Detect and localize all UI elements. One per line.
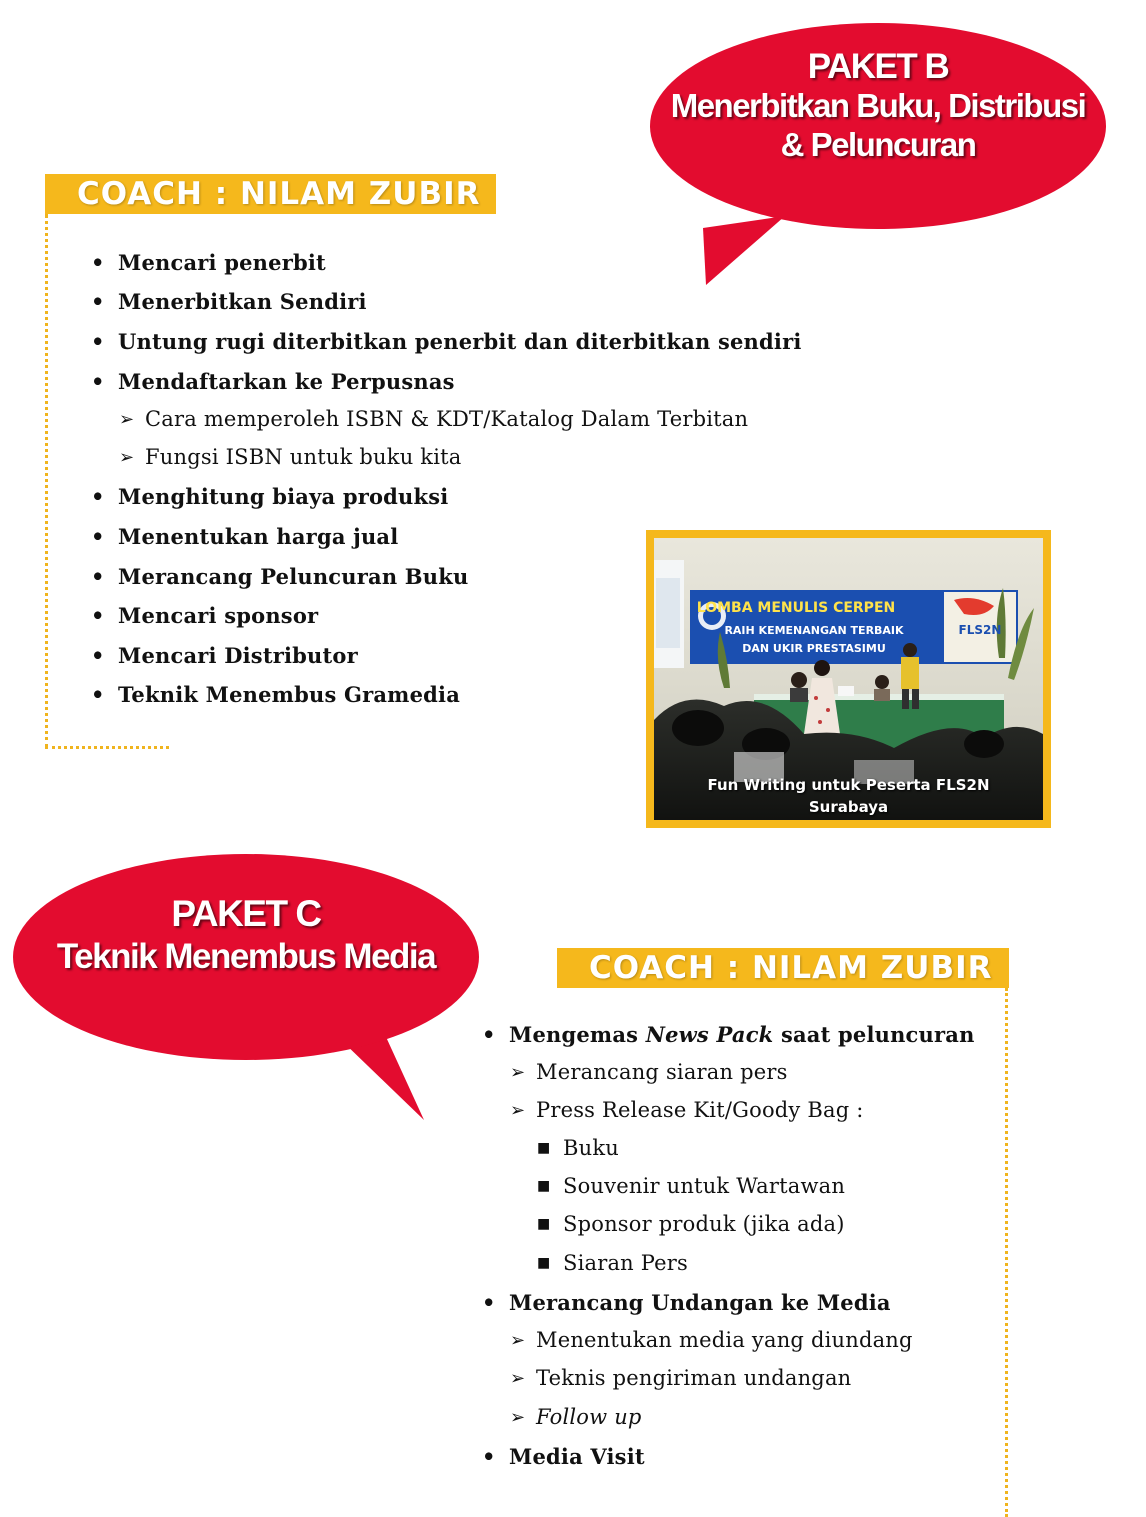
bullet-icon: • bbox=[482, 1444, 496, 1469]
square-bullet-icon: ■ bbox=[537, 1255, 551, 1271]
sub-list-item: ➢ Menentukan media yang diundang bbox=[510, 1328, 913, 1352]
sub-list-item: ➢ Fungsi ISBN untuk buku kita bbox=[119, 445, 462, 469]
bullet-icon: • bbox=[91, 369, 105, 394]
bullet-icon: • bbox=[482, 1290, 496, 1315]
square-bullet-icon: ■ bbox=[537, 1140, 551, 1156]
paket-b-title bbox=[648, 46, 1108, 165]
sub-sub-list-item: ■ Sponsor produk (jika ada) bbox=[537, 1212, 845, 1236]
paket-c-dotted-right bbox=[1005, 988, 1008, 1517]
bullet-icon: • bbox=[91, 564, 105, 589]
arrow-bullet-icon: ➢ bbox=[510, 1368, 526, 1389]
bullet-icon: • bbox=[482, 1022, 496, 1047]
bullet-icon: • bbox=[91, 524, 105, 549]
photo-caption-line-1: Fun Writing untuk Peserta FLS2N bbox=[707, 776, 990, 794]
sub-list-item: ➢ Follow up bbox=[510, 1405, 642, 1429]
paket-b-bubble bbox=[648, 18, 1108, 288]
sub-list-item: ➢ Teknis pengiriman undangan bbox=[510, 1366, 852, 1390]
photo-caption bbox=[654, 774, 1043, 818]
list-item: • Mengemas News Pack saat peluncuran bbox=[482, 1022, 975, 1047]
sub-list-item: ➢ Cara memperoleh ISBN & KDT/Katalog Dalam Terbitan bbox=[119, 407, 749, 431]
list-item: • Mencari Distributor bbox=[91, 643, 358, 668]
fls2n-logo-text: FLS2N bbox=[958, 623, 1002, 637]
paket-b-dotted-bottom bbox=[45, 746, 169, 749]
event-photo bbox=[654, 538, 1043, 820]
paket-b-subtitle: Menerbitkan Buku, Distribusi bbox=[670, 87, 1086, 125]
bullet-icon: • bbox=[91, 289, 105, 314]
paket-c-coach-label: COACH : NILAM ZUBIR bbox=[557, 948, 1009, 988]
paket-b-coach-label: COACH : NILAM ZUBIR bbox=[45, 174, 496, 214]
list-item: • Mencari penerbit bbox=[91, 250, 326, 275]
arrow-bullet-icon: ➢ bbox=[510, 1407, 526, 1428]
paket-b-heading: PAKET B bbox=[807, 47, 949, 86]
banner-line-2: RAIH KEMENANGAN TERBAIK bbox=[724, 624, 904, 637]
arrow-bullet-icon: ➢ bbox=[119, 447, 135, 468]
bullet-icon: • bbox=[91, 484, 105, 509]
sub-sub-list-item: ■ Souvenir untuk Wartawan bbox=[537, 1174, 846, 1198]
list-item: • Menentukan harga jual bbox=[91, 524, 399, 549]
photo-caption-line-2: Surabaya bbox=[808, 798, 889, 816]
news-pack-emphasis: News Pack bbox=[645, 1022, 774, 1047]
banner-line-3: DAN UKIR PRESTASIMU bbox=[742, 642, 886, 655]
square-bullet-icon: ■ bbox=[537, 1216, 551, 1232]
paket-c-bubble bbox=[12, 852, 482, 1127]
square-bullet-icon: ■ bbox=[537, 1178, 551, 1194]
bullet-icon: • bbox=[91, 682, 105, 707]
list-item: • Menerbitkan Sendiri bbox=[91, 289, 367, 314]
sub-list-item: ➢ Merancang siaran pers bbox=[510, 1060, 788, 1084]
bullet-icon: • bbox=[91, 329, 105, 354]
list-item: • Merancang Undangan ke Media bbox=[482, 1290, 891, 1315]
arrow-bullet-icon: ➢ bbox=[510, 1100, 526, 1121]
arrow-bullet-icon: ➢ bbox=[510, 1062, 526, 1083]
list-item: • Menghitung biaya produksi bbox=[91, 484, 449, 509]
bullet-icon: • bbox=[91, 643, 105, 668]
bullet-icon: • bbox=[91, 603, 105, 628]
list-item: • Media Visit bbox=[482, 1444, 645, 1469]
sub-list-item: ➢ Press Release Kit/Goody Bag : bbox=[510, 1098, 864, 1122]
sub-sub-list-item: ■ Siaran Pers bbox=[537, 1251, 689, 1275]
list-item: • Mencari sponsor bbox=[91, 603, 319, 628]
paket-c-subtitle: Teknik Menembus Media bbox=[56, 936, 436, 976]
paket-b-dotted-left bbox=[45, 214, 48, 748]
list-item: • Mendaftarkan ke Perpusnas bbox=[91, 369, 455, 394]
sub-sub-list-item: ■ Buku bbox=[537, 1136, 620, 1160]
list-item: • Merancang Peluncuran Buku bbox=[91, 564, 469, 589]
paket-b-subtitle-2: & Peluncuran bbox=[780, 126, 976, 164]
list-item: • Teknik Menembus Gramedia bbox=[91, 682, 461, 707]
event-photo-frame bbox=[646, 530, 1051, 828]
bullet-icon: • bbox=[91, 250, 105, 275]
arrow-bullet-icon: ➢ bbox=[119, 409, 135, 430]
paket-c-heading: PAKET C bbox=[171, 893, 321, 934]
banner-title: LOMBA MENULIS CERPEN bbox=[696, 600, 896, 616]
paket-c-title bbox=[12, 892, 480, 977]
arrow-bullet-icon: ➢ bbox=[510, 1330, 526, 1351]
list-item: • Untung rugi diterbitkan penerbit dan diterbitkan sendiri bbox=[91, 329, 802, 354]
